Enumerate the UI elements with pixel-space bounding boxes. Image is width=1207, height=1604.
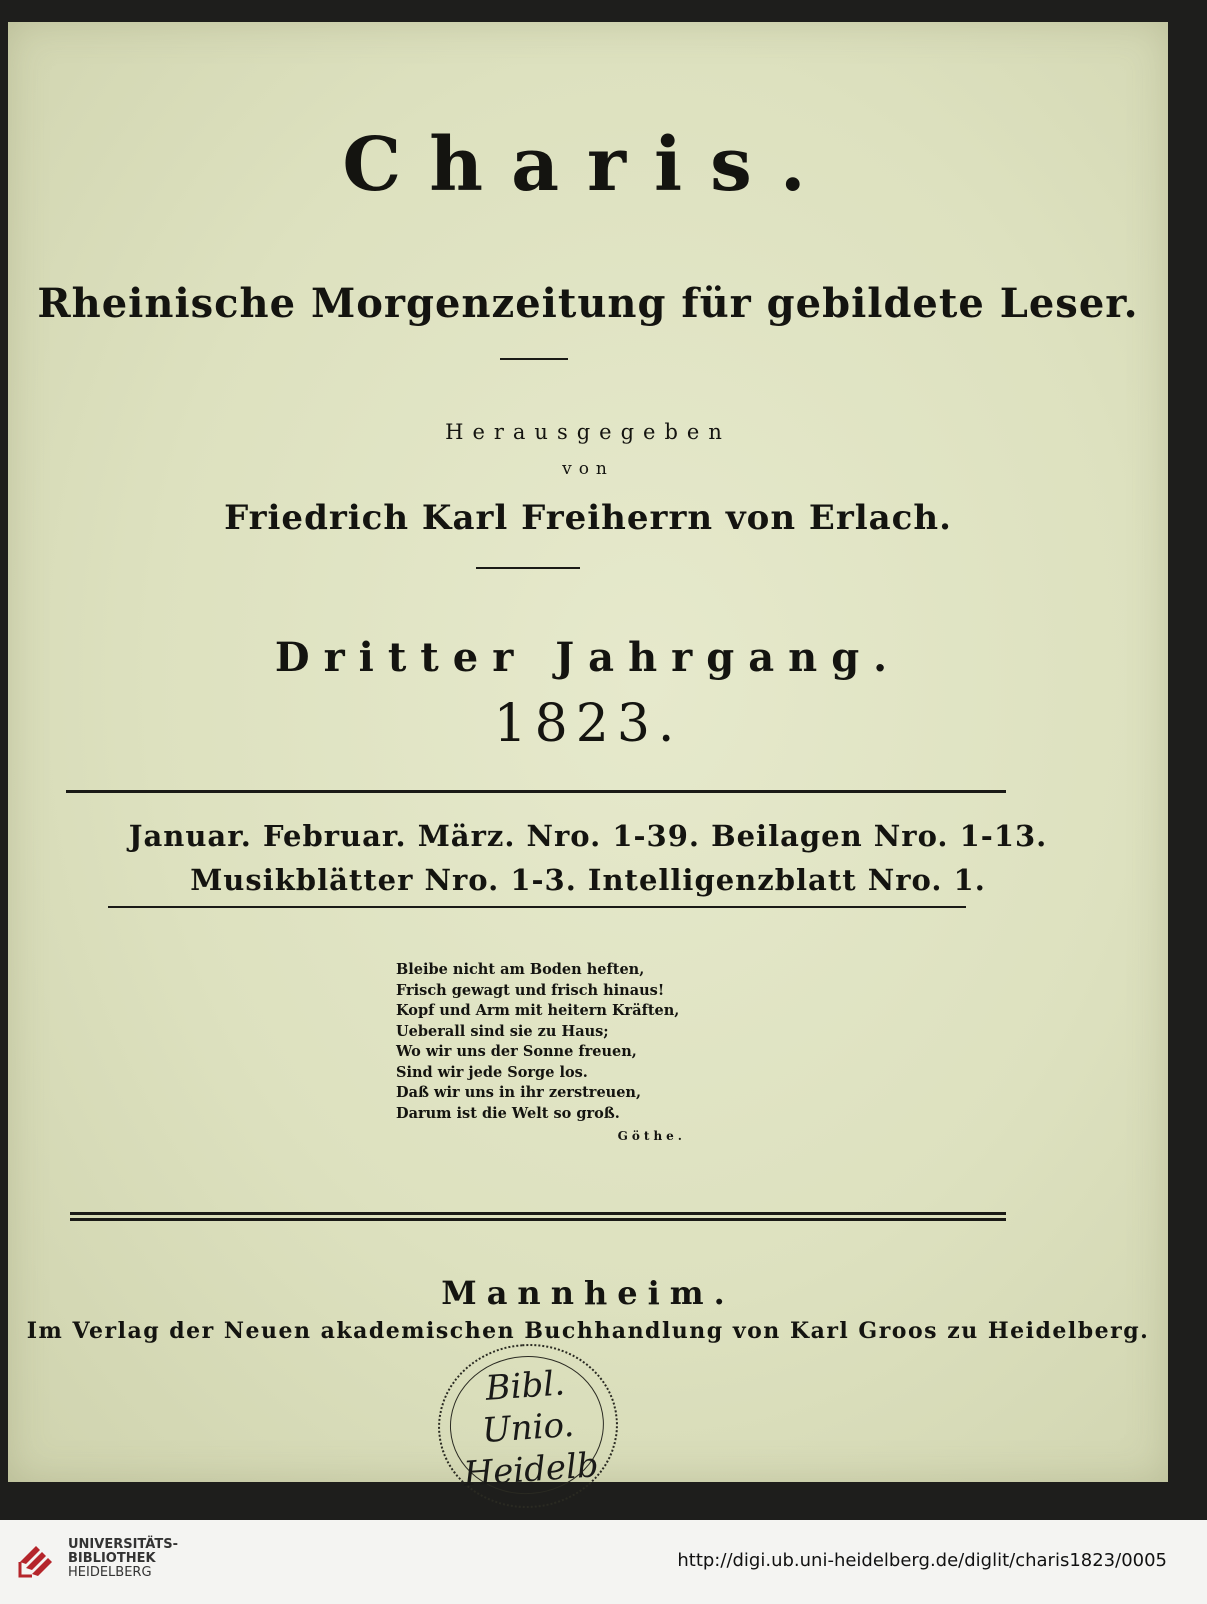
divider-rule <box>66 790 1006 793</box>
poem-line: Frisch gewagt und frisch hinaus! <box>396 981 665 999</box>
poem-line: Ueberall sind sie zu Haus; <box>396 1022 609 1040</box>
journal-title: Charis. <box>342 122 834 208</box>
library-name <box>68 1538 178 1580</box>
divider-rule <box>108 906 966 908</box>
library-logo-icon[interactable] <box>16 1532 58 1582</box>
divider-rule <box>500 358 568 360</box>
poem-line: Darum ist die Welt so groß. <box>396 1104 620 1122</box>
title-page <box>8 22 1168 1495</box>
publication-city: Mannheim. <box>441 1274 735 1312</box>
divider-rule <box>70 1212 1006 1215</box>
publisher-line: Im Verlag der Neuen akademischen Buchhandlung von Karl Groos zu Heidelberg. <box>26 1318 1150 1344</box>
poem-line: Sind wir jede Sorge los. <box>396 1063 588 1081</box>
contents-line-1: Januar. Februar. März. Nro. 1-39. Beilagen Nro. 1-13. <box>128 819 1048 853</box>
library-name-line: UNIVERSITÄTS- <box>68 1537 178 1552</box>
library-name-line: BIBLIOTHEK <box>68 1551 156 1566</box>
library-name-line: HEIDELBERG <box>68 1565 152 1580</box>
contents-line-2: Musikblätter Nro. 1-3. Intelligenzblatt Nro. 1. <box>190 863 986 897</box>
poem-line: Wo wir uns der Sonne freuen, <box>396 1043 637 1060</box>
poem-line: Daß wir uns in ihr zerstreuen, <box>396 1084 642 1101</box>
poem-line: Kopf und Arm mit heitern Kräften, <box>396 1002 680 1019</box>
editor-name: Friedrich Karl Freiherrn von Erlach. <box>224 498 952 538</box>
stamp-text: Heidelb <box>462 1445 600 1495</box>
library-stamp <box>432 1338 623 1514</box>
poem-line: Bleibe nicht am Boden heften, <box>396 961 645 978</box>
divider-rule <box>476 567 580 569</box>
volume-label: Dritter Jahrgang. <box>274 634 902 681</box>
permalink-url[interactable]: http://digi.ub.uni-heidelberg.de/diglit/charis1823/0005 <box>677 1550 1167 1571</box>
divider-rule <box>70 1218 1006 1221</box>
epigraph-poem <box>396 960 716 1147</box>
stamp-text: Unio. <box>480 1404 576 1452</box>
herausgegeben-text: Herausgegeben <box>445 420 731 444</box>
publication-year: 1823. <box>493 694 683 754</box>
footer-bar <box>0 1520 1207 1604</box>
poem-author: Göthe. <box>617 1129 686 1143</box>
stamp-text: Bibl. <box>484 1363 567 1409</box>
journal-subtitle: Rheinische Morgenzeitung für gebildete Leser. <box>37 280 1139 327</box>
von-text: von <box>562 459 614 479</box>
